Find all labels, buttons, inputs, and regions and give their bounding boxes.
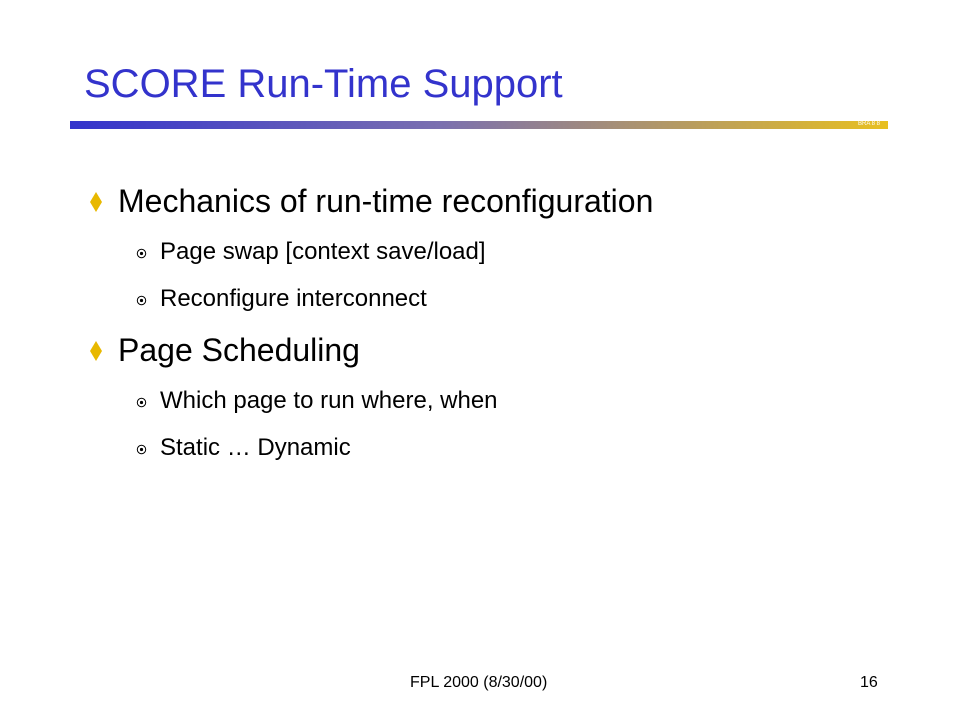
bullet-item — [90, 185, 910, 217]
round-bullet-icon — [136, 444, 147, 455]
round-bullet-icon — [136, 295, 147, 306]
sub-bullet-text: Static … Dynamic — [160, 434, 351, 461]
sub-bullet-item — [90, 240, 910, 264]
sub-bullet-text: Reconfigure interconnect — [160, 285, 427, 312]
bullet-item — [90, 334, 910, 366]
page-number: 16 — [860, 674, 878, 691]
round-bullet-icon — [136, 248, 147, 259]
sub-bullet-text: Which page to run where, when — [160, 387, 498, 414]
bullet-text: Page Scheduling — [118, 332, 360, 368]
sub-bullet-text: Page swap [context save/load] — [160, 238, 486, 265]
sub-bullet-item — [90, 436, 910, 460]
bullet-list — [90, 185, 910, 460]
slide-mark: BRA 8 8 — [858, 121, 881, 127]
bullet-text: Mechanics of run-time reconfiguration — [118, 183, 654, 219]
round-bullet-icon — [136, 397, 147, 408]
footer-date: FPL 2000 (8/30/00) — [410, 674, 548, 691]
sub-bullet-item — [90, 389, 910, 413]
diamond-bullet-icon — [90, 341, 102, 361]
sub-bullet-item — [90, 287, 910, 311]
slide-title: SCORE Run-Time Support — [84, 62, 563, 106]
title-underline-rule — [70, 121, 888, 129]
diamond-bullet-icon — [90, 192, 102, 212]
